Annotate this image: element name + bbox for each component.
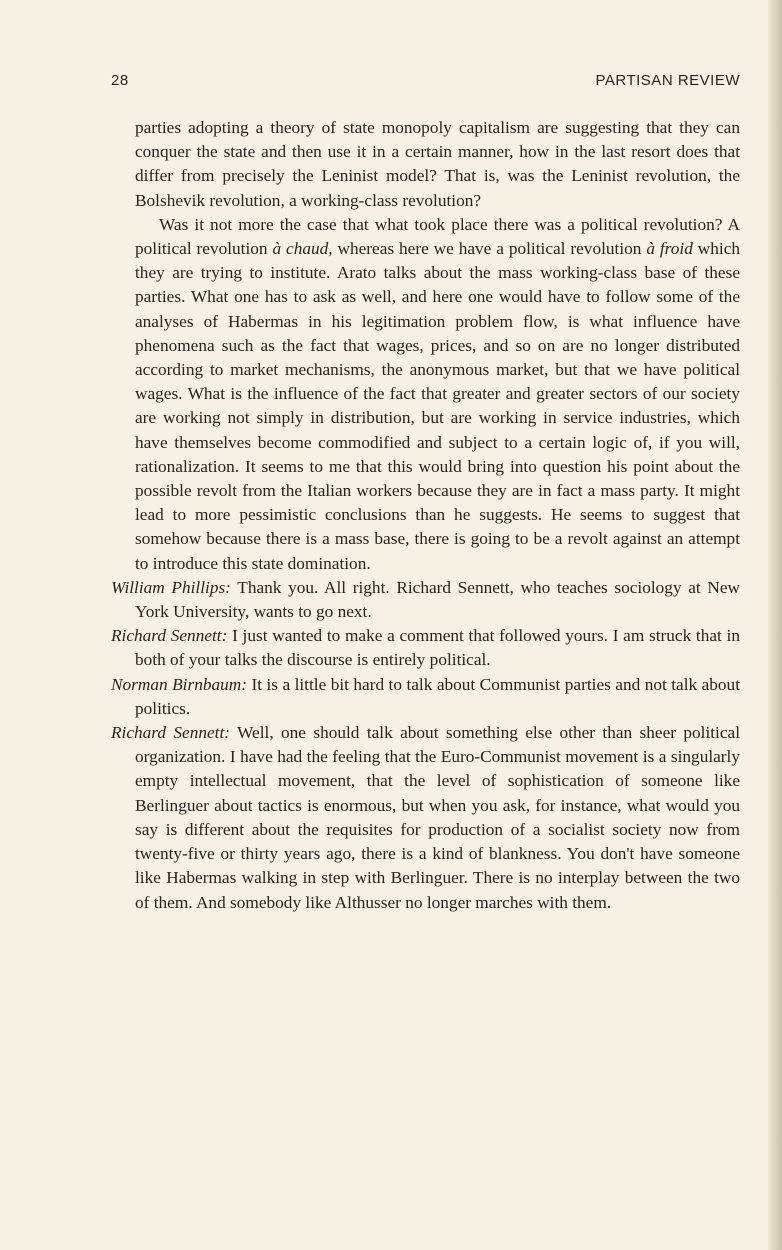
text-run: whereas here we have a political revolution	[332, 239, 647, 259]
page-number: 28	[111, 72, 129, 89]
paragraph: parties adopting a theory of state monopoly capitalism are suggesting that they can conquer the state and then use it in a certain manner, how in the last resort does that differ from precisely the Leninist model? That is, was the Leninist revolution, the Bolshevik revolution, a working-class revolution?	[135, 118, 740, 210]
speech	[111, 673, 740, 721]
italic-phrase: à chaud,	[272, 239, 333, 259]
speech	[111, 624, 740, 672]
text-run: Was it not more the case that what took place there was a political revolution? A political revolution	[135, 214, 740, 259]
speaker-name: William Phillips:	[111, 577, 231, 597]
running-header	[111, 72, 740, 89]
journal-title: PARTISAN REVIEW	[595, 72, 740, 89]
speech	[111, 721, 740, 915]
page-edge	[768, 0, 782, 1250]
body-text	[111, 116, 740, 915]
speech-text: It is a little bit hard to talk about Communist parties and not talk about politics.	[135, 674, 741, 718]
speech	[111, 576, 740, 624]
paragraph	[111, 213, 740, 576]
speech-text: I just wanted to make a comment that followed yours. I am struck that in both of your talks the discourse is entirely political.	[135, 626, 740, 670]
speaker-name: Richard Sennett:	[111, 626, 228, 646]
speech-text: Well, one should talk about something else other than sheer political organization. I have had the feeling that the Euro-Communist movement is a singularly empty intellectual movement, that the level of sophistication of someone like Berlinguer about tactics is enormous, but when you ask, for instance, what would you say is different about the requisites for production of a socialist society now from twenty-five or thirty years ago, there is a kind of blankness. You don't have someone like Habermas walking in step with Berlinguer. There is no interplay between the two of them. And somebody like Althusser no longer marches with them.	[135, 723, 741, 912]
italic-phrase: à froid	[646, 239, 693, 259]
text-run: which they are trying to institute. Arato talks about the mass working-class base of these parties. What one has to ask as well, and here one would have to follow some of the analyses of Habermas in his legitimation problem flow, is what influence have phenomena such as the fact that wages, prices, and so on are no longer distributed according to market mechanisms, the anonymous market, but that we have political wages. What is the influence of the fact that greater and greater sectors of our society are working not simply in distribution, but are working in service industries, which have themselves become commodified and subject to a certain logic of, if you will, rationalization. It seems to me that this would bring into question his point about the possible revolt from the Italian workers because they are in fact a mass party. It might lead to more pessimistic conclusions than he suggests. He seems to suggest that somehow because there is a mass base, there is going to be a revolt against an attempt to introduce this state domination.	[135, 239, 741, 573]
speech-text: Thank you. All right. Richard Sennett, who teaches sociology at New York University, wants to go next.	[135, 577, 740, 622]
speaker-name: Richard Sennett:	[111, 723, 231, 743]
speaker-name: Norman Birnbaum:	[111, 674, 247, 694]
